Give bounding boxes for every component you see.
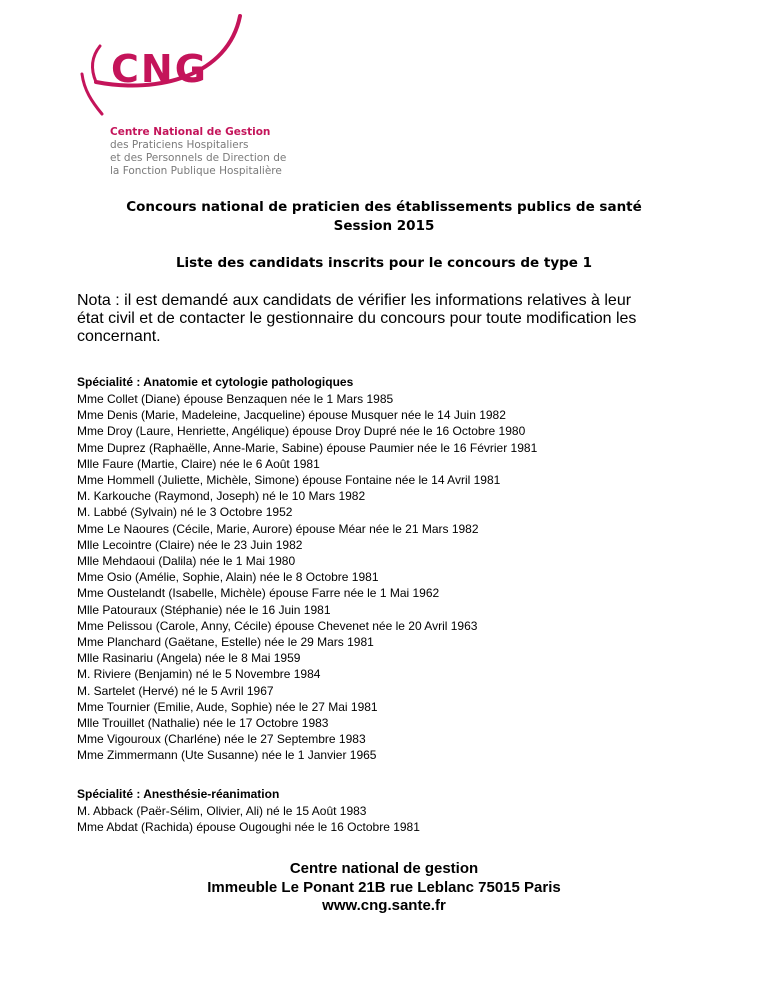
candidate-entry: Mme Osio (Amélie, Sophie, Alain) née le 8 Octobre 1981 (77, 570, 379, 585)
candidate-entry: M. Sartelet (Hervé) né le 5 Avril 1967 (77, 683, 274, 698)
organization-name: Centre National de Gestion (110, 126, 271, 138)
cng-logo (78, 6, 268, 118)
candidate-entry: Mme Denis (Marie, Madeleine, Jacqueline) épouse Musquer née le 14 Juin 1982 (77, 408, 506, 423)
candidate-entry: M. Karkouche (Raymond, Joseph) né le 10 Mars 1982 (77, 489, 366, 504)
candidate-entry: Mme Duprez (Raphaëlle, Anne-Marie, Sabine) épouse Paumier née le 16 Février 1981 (77, 440, 538, 455)
candidate-entry: Mme Droy (Laure, Henriette, Angélique) épouse Droy Dupré née le 16 Octobre 1980 (77, 424, 526, 439)
candidate-entry: Mme Vigouroux (Charléne) née le 27 Septembre 1983 (77, 732, 366, 747)
candidate-entry: Mme Planchard (Gaëtane, Estelle) née le 29 Mars 1981 (77, 635, 374, 650)
footer-org: Centre national de gestion (289, 860, 479, 877)
candidate-entry: Mme Zimmermann (Ute Susanne) née le 1 Janvier 1965 (77, 748, 377, 763)
section-anesthesie (77, 786, 420, 835)
footer-website: www.cng.sante.fr (322, 897, 446, 914)
candidate-entry: M. Labbé (Sylvain) né le 3 Octobre 1952 (77, 505, 293, 520)
candidate-entry: Mme Le Naoures (Cécile, Marie, Aurore) épouse Méar née le 21 Mars 1982 (77, 521, 479, 536)
logo-text: CNG (111, 47, 208, 91)
candidate-entry: Mme Abdat (Rachida) épouse Ougoughi née le 16 Octobre 1981 (77, 820, 420, 835)
candidate-entry: Mlle Trouillet (Nathalie) née le 17 Octobre 1983 (77, 716, 329, 731)
candidate-entry: Mlle Patouraux (Stéphanie) née le 16 Juin 1981 (77, 602, 331, 617)
nota-paragraph: Nota : il est demandé aux candidats de vérifier les informations relatives à leur état civil et de contacter le gestionnaire du concours pour toute modification les concernant. (77, 292, 637, 345)
candidate-entry: Mme Hommell (Juliette, Michèle, Simone) épouse Fontaine née le 14 Avril 1981 (77, 473, 501, 488)
candidate-entry: Mme Pelissou (Carole, Anny, Cécile) épouse Chevenet née le 20 Avril 1963 (77, 618, 478, 633)
section-heading: Spécialité : Anesthésie-réanimation (77, 787, 280, 801)
candidate-list (77, 391, 537, 764)
candidate-entry: Mme Tournier (Emilie, Aude, Sophie) née le 27 Mai 1981 (77, 699, 378, 714)
candidate-entry: Mlle Mehdaoui (Dalila) née le 1 Mai 1980 (77, 554, 296, 569)
candidate-entry: Mlle Faure (Martie, Claire) née le 6 Août 1981 (77, 456, 320, 471)
organization-block (110, 126, 286, 178)
organization-line: et des Personnels de Direction de (110, 152, 287, 164)
candidate-entry: Mlle Rasinariu (Angela) née le 8 Mai 1959 (77, 651, 301, 666)
candidate-entry: Mme Collet (Diane) épouse Benzaquen née le 1 Mars 1985 (77, 392, 394, 406)
document-subtitle: Liste des candidats inscrits pour le concours de type 1 (175, 255, 593, 271)
title-line: Concours national de praticien des établissements publics de santé (126, 199, 642, 215)
candidate-entry: Mlle Lecointre (Claire) née le 23 Juin 1982 (77, 537, 303, 552)
candidate-entry: M. Abback (Paër-Sélim, Olivier, Ali) né le 15 Août 1983 (77, 804, 367, 818)
candidate-list (77, 803, 420, 835)
session-line: Session 2015 (333, 218, 435, 234)
section-heading: Spécialité : Anatomie et cytologie pathologiques (77, 375, 354, 389)
candidate-entry: M. Riviere (Benjamin) né le 5 Novembre 1984 (77, 667, 321, 682)
document-title (0, 198, 768, 236)
organization-line: des Praticiens Hospitaliers (110, 139, 249, 151)
footer-address (0, 860, 768, 916)
section-anatomie (77, 374, 537, 764)
candidate-entry: Mme Oustelandt (Isabelle, Michèle) épouse Farre née le 1 Mai 1962 (77, 586, 440, 601)
organization-line: la Fonction Publique Hospitalière (110, 165, 282, 177)
footer-street: Immeuble Le Ponant 21B rue Leblanc 75015 Paris (207, 878, 561, 896)
